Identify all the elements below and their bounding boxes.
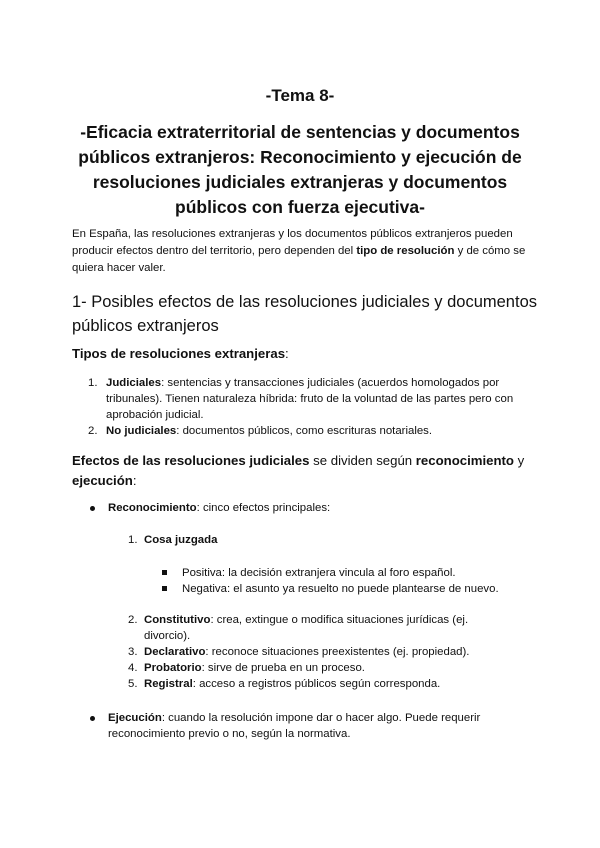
bullet-text: : cinco efectos principales: [196, 502, 331, 514]
intro-bold: tipo de resolución [356, 245, 455, 257]
efectos-list-first [128, 532, 498, 548]
tipos-list [72, 375, 532, 439]
list-text: : acceso a registros públicos según corresponda. [192, 678, 441, 690]
list-text: : reconoce situaciones preexistentes (ej. propiedad). [205, 646, 470, 658]
list-term: Constitutivo [144, 614, 211, 626]
list-number: 1. [128, 534, 138, 546]
efectos-heading-bold3: ejecución [72, 473, 133, 488]
intro-paragraph [72, 226, 542, 277]
intro-text: En España, las resoluciones extranjeras y los documentos públicos extranjeros pueden producir efectos dentro del territorio, pero dependen del [72, 228, 513, 257]
list-item [128, 644, 498, 660]
bullet-icon [90, 716, 95, 721]
efectos-list-others [128, 612, 498, 692]
list-item [72, 423, 532, 439]
list-item [128, 676, 498, 692]
bullet-term: Ejecución [108, 712, 162, 724]
list-number: 2. [128, 614, 138, 626]
square-bullet-icon [162, 570, 167, 575]
reconocimiento-list [72, 500, 542, 516]
list-term: No judiciales [106, 425, 177, 437]
list-number: 3. [128, 646, 138, 658]
list-text: : sentencias y transacciones judiciales (acuerdos homologados por tribunales). Tienen naturaleza híbrida: fruto de la voluntad de las partes pero con aprobación judicial. [106, 377, 514, 421]
list-term: Probatorio [144, 662, 202, 674]
list-item [72, 375, 532, 423]
list-item [162, 565, 522, 581]
list-number: 1. [88, 377, 98, 389]
tipos-heading [72, 344, 542, 364]
square-bullet-icon [162, 586, 167, 591]
list-item [162, 581, 522, 597]
tipos-heading-text: Tipos de resoluciones extranjeras [72, 346, 286, 361]
list-text: : sirve de prueba en un proceso. [201, 662, 365, 674]
efectos-heading-bold: Efectos de las resoluciones judiciales [72, 453, 310, 468]
list-term: Registral [144, 678, 193, 690]
list-text: Negativa: el asunto ya resuelto no puede plantearse de nuevo. [182, 583, 499, 595]
list-number: 4. [128, 662, 138, 674]
list-item [128, 532, 498, 548]
bullet-item [72, 710, 542, 742]
intro-text-end: y de cómo se quiera hacer valer. [72, 245, 526, 274]
efectos-heading-end: : [132, 473, 137, 488]
cosa-juzgada-list [162, 565, 522, 597]
list-term: Cosa juzgada [144, 534, 218, 546]
list-text: : crea, extingue o modifica situaciones jurídicas (ej. divorcio). [144, 614, 469, 642]
document-title: -Eficacia extraterritorial de sentencias y documentos públicos extranjeros: Reconocimiento y ejecución de resoluciones judiciales extranjeras y documentos públicos con fuerza ejecutiva- [78, 122, 522, 217]
tema-label: -Tema 8- [265, 86, 335, 105]
list-text: : documentos públicos, como escrituras notariales. [176, 425, 433, 437]
list-text: Positiva: la decisión extranjera vincula al foro español. [182, 567, 456, 579]
tipos-heading-suffix: : [285, 346, 289, 361]
efectos-heading-bold2: reconocimiento [415, 453, 514, 468]
list-number: 5. [128, 678, 138, 690]
list-number: 2. [88, 425, 98, 437]
section-1-heading: 1- Posibles efectos de las resoluciones judiciales y documentos públicos extranjeros [72, 293, 537, 335]
efectos-heading-and: y [514, 453, 525, 468]
bullet-icon [90, 506, 95, 511]
efectos-heading-mid: se dividen según [309, 453, 416, 468]
list-item [128, 660, 498, 676]
list-term: Declarativo [144, 646, 206, 658]
efectos-heading [72, 451, 542, 491]
list-item [128, 612, 498, 644]
bullet-term: Reconocimiento [108, 502, 197, 514]
bullet-item [72, 500, 542, 516]
list-term: Judiciales [106, 377, 162, 389]
bullet-text: : cuando la resolución impone dar o hacer algo. Puede requerir reconocimiento previo o no, según la normativa. [108, 712, 481, 740]
ejecucion-list [72, 710, 542, 742]
